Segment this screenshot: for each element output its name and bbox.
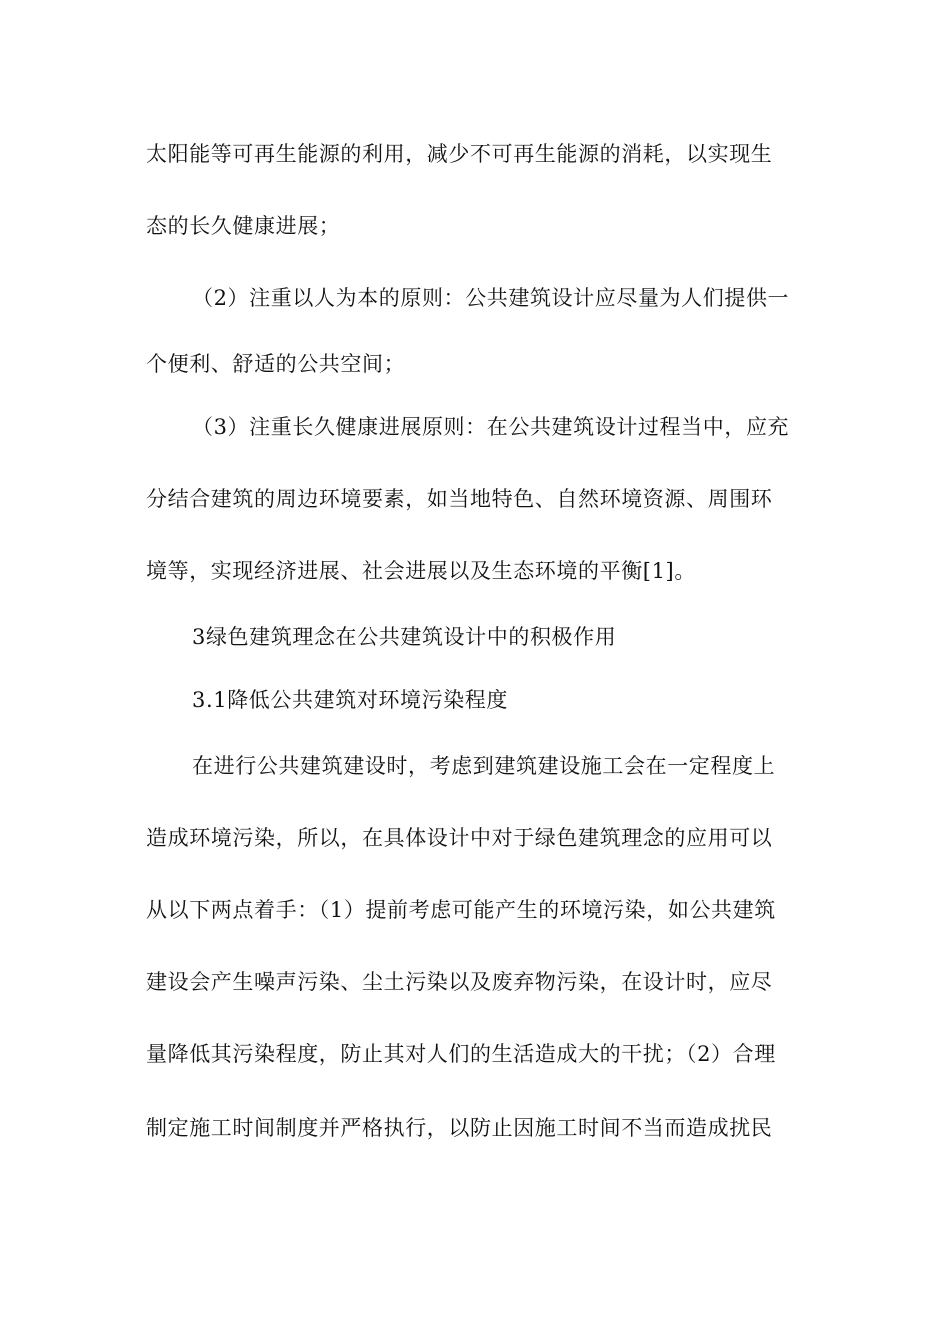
- subsection-heading: 3.1降低公共建筑对环境污染程度: [192, 688, 508, 712]
- paragraph-line: 太阳能等可再生能源的利用，减少不可再生能源的消耗，以实现生: [146, 142, 773, 166]
- section-heading: 3绿色建筑理念在公共建筑设计中的积极作用: [192, 625, 617, 649]
- list-item-2: （2）注重以人为本的原则：公共建筑设计应尽量为人们提供一: [192, 286, 790, 310]
- paragraph-line: 造成环境污染，所以，在具体设计中对于绿色建筑理念的应用可以: [146, 826, 773, 850]
- paragraph-line: 在进行公共建筑建设时，考虑到建筑建设施工会在一定程度上: [192, 754, 776, 778]
- paragraph-line: 量降低其污染程度，防止其对人们的生活造成大的干扰；（2）合理: [146, 1042, 776, 1066]
- paragraph-line: 从以下两点着手：（1）提前考虑可能产生的环境污染，如公共建筑: [146, 898, 776, 922]
- paragraph-line: 制定施工时间制度并严格执行，以防止因施工时间不当而造成扰民: [146, 1116, 773, 1140]
- paragraph-line: 分结合建筑的周边环境要素，如当地特色、自然环境资源、周围环: [146, 487, 773, 511]
- paragraph-line: 建设会产生噪声污染、尘土污染以及废弃物污染，在设计时，应尽: [146, 970, 773, 994]
- list-item-3: （3）注重长久健康进展原则：在公共建筑设计过程当中，应充: [192, 415, 790, 439]
- paragraph-line: 境等，实现经济进展、社会进展以及生态环境的平衡[1]。: [146, 559, 696, 583]
- paragraph-line: 态的长久健康进展；: [146, 214, 341, 238]
- paragraph-line: 个便利、舒适的公共空间；: [146, 352, 406, 376]
